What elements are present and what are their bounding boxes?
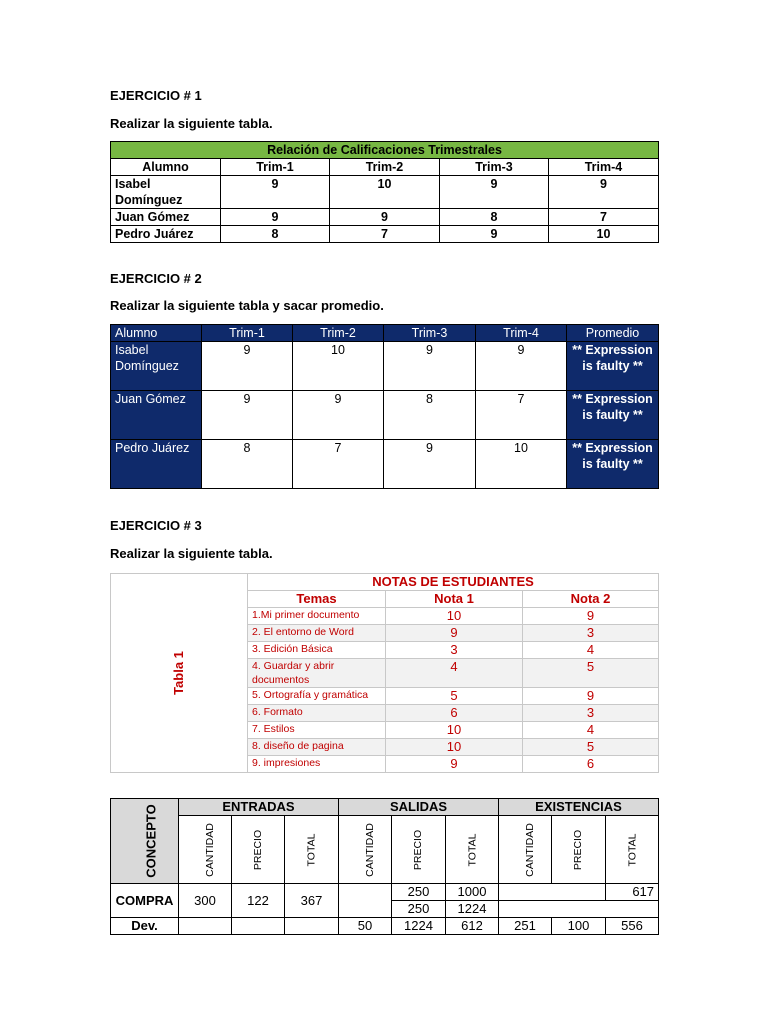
topic-cell: 3. Edición Básica xyxy=(248,642,386,659)
note-cell: 3 xyxy=(523,705,659,722)
table-title: NOTAS DE ESTUDIANTES xyxy=(248,574,659,591)
sub-header-label: TOTAL xyxy=(305,833,318,867)
side-label: Tabla 1 xyxy=(171,651,186,695)
grade-cell: 9 xyxy=(440,226,549,243)
sub-header-label: TOTAL xyxy=(466,833,478,867)
grade-cell: 9 xyxy=(384,440,476,489)
table-row xyxy=(111,226,659,243)
value-cell xyxy=(339,884,392,918)
row-label-compra: COMPRA xyxy=(111,884,179,918)
sub-header xyxy=(285,816,339,884)
value-cell xyxy=(499,901,659,918)
value-cell: 1224 xyxy=(392,918,446,935)
value-cell: 100 xyxy=(552,918,606,935)
concepto-cell xyxy=(111,799,179,884)
topic-cell: 6. Formato xyxy=(248,705,386,722)
note-cell: 5 xyxy=(386,688,523,705)
note-cell: 4 xyxy=(386,659,523,688)
grade-cell: 8 xyxy=(384,391,476,440)
ex3-instruction: Realizar la siguiente tabla. xyxy=(110,546,273,561)
row-label-dev: Dev. xyxy=(111,918,179,935)
value-cell: 556 xyxy=(606,918,659,935)
header-trim-2: Trim-2 xyxy=(330,159,440,176)
value-cell: 1224 xyxy=(446,901,499,918)
note-cell: 3 xyxy=(386,642,523,659)
grade-cell: 7 xyxy=(330,226,440,243)
topic-cell: 8. diseño de pagina xyxy=(248,739,386,756)
sub-header xyxy=(446,816,499,884)
grade-cell: 10 xyxy=(549,226,659,243)
note-cell: 6 xyxy=(386,705,523,722)
note-cell: 3 xyxy=(523,625,659,642)
student-name: Juan Gómez xyxy=(111,209,221,226)
group-entradas: ENTRADAS xyxy=(179,799,339,816)
note-cell: 4 xyxy=(523,722,659,739)
header-nota-1: Nota 1 xyxy=(386,591,523,608)
note-cell: 9 xyxy=(386,625,523,642)
side-label-cell xyxy=(111,574,248,773)
value-cell: 122 xyxy=(232,884,285,918)
grade-cell: 9 xyxy=(221,209,330,226)
group-salidas: SALIDAS xyxy=(339,799,499,816)
value-cell xyxy=(285,918,339,935)
value-cell: 612 xyxy=(446,918,499,935)
sub-header-label: PRECIO xyxy=(572,829,585,871)
topic-cell: 4. Guardar y abrir documentos xyxy=(248,659,386,688)
grade-cell: 7 xyxy=(476,391,567,440)
grade-cell: 8 xyxy=(202,440,293,489)
header-trim-3: Trim-3 xyxy=(384,325,476,342)
value-cell: 617 xyxy=(606,884,659,901)
concepto-label: CONCEPTO xyxy=(143,804,159,878)
grade-cell: 7 xyxy=(549,209,659,226)
grade-cell: 9 xyxy=(476,342,567,391)
sub-header-label: CANTIDAD xyxy=(203,823,216,877)
student-name: Juan Gómez xyxy=(111,391,202,440)
value-cell: 367 xyxy=(285,884,339,918)
header-trim-1: Trim-1 xyxy=(202,325,293,342)
value-cell xyxy=(179,918,232,935)
sub-header-label: PRECIO xyxy=(412,829,425,871)
student-name: Pedro Juárez xyxy=(111,226,221,243)
sub-header xyxy=(232,816,285,884)
value-cell: 250 xyxy=(392,884,446,901)
header-trim-4: Trim-4 xyxy=(476,325,567,342)
topic-cell: 5. Ortografía y gramática xyxy=(248,688,386,705)
table-row xyxy=(111,918,659,935)
inventory-table xyxy=(110,798,659,935)
grade-cell: 7 xyxy=(293,440,384,489)
note-cell: 10 xyxy=(386,608,523,625)
value-cell: 50 xyxy=(339,918,392,935)
sub-header-label: CANTIDAD xyxy=(523,823,536,877)
sub-header xyxy=(339,816,392,884)
average-cell: ** Expression is faulty ** xyxy=(567,391,659,440)
sub-header-label: TOTAL xyxy=(626,833,639,867)
table-title: Relación de Calificaciones Trimestrales xyxy=(111,142,659,159)
note-cell: 5 xyxy=(523,739,659,756)
note-cell: 5 xyxy=(523,659,659,688)
note-cell: 9 xyxy=(523,608,659,625)
student-name: Pedro Juárez xyxy=(111,440,202,489)
note-cell: 9 xyxy=(386,756,523,773)
sub-header xyxy=(552,816,606,884)
note-cell: 10 xyxy=(386,722,523,739)
student-notes-table xyxy=(110,573,659,773)
grade-cell: 10 xyxy=(293,342,384,391)
header-alumno: Alumno xyxy=(111,325,202,342)
grade-cell: 9 xyxy=(293,391,384,440)
grades-table xyxy=(110,141,659,243)
header-alumno: Alumno xyxy=(111,159,221,176)
value-cell: 250 xyxy=(392,901,446,918)
average-table xyxy=(110,324,659,489)
grade-cell: 9 xyxy=(440,176,549,209)
header-promedio: Promedio xyxy=(567,325,659,342)
grade-cell: 9 xyxy=(221,176,330,209)
table-row xyxy=(111,342,659,391)
student-name: Isabel Domínguez xyxy=(111,176,221,209)
table-row xyxy=(111,391,659,440)
table-row xyxy=(111,440,659,489)
note-cell: 9 xyxy=(523,688,659,705)
table-row xyxy=(111,884,659,901)
sub-header-label: PRECIO xyxy=(251,829,264,871)
ex1-heading: EJERCICIO # 1 xyxy=(110,88,202,103)
value-cell xyxy=(499,884,606,901)
table-row xyxy=(111,209,659,226)
grade-cell: 10 xyxy=(330,176,440,209)
grade-cell: 9 xyxy=(202,391,293,440)
sub-header xyxy=(179,816,232,884)
topic-cell: 1.Mi primer documento xyxy=(248,608,386,625)
header-trim-3: Trim-3 xyxy=(440,159,549,176)
header-nota-2: Nota 2 xyxy=(523,591,659,608)
ex2-heading: EJERCICIO # 2 xyxy=(110,271,202,286)
group-existencias: EXISTENCIAS xyxy=(499,799,659,816)
table-row xyxy=(111,176,659,209)
value-cell: 1000 xyxy=(446,884,499,901)
grade-cell: 9 xyxy=(202,342,293,391)
ex3-heading: EJERCICIO # 3 xyxy=(110,518,202,533)
grade-cell: 8 xyxy=(221,226,330,243)
value-cell: 251 xyxy=(499,918,552,935)
ex2-instruction: Realizar la siguiente tabla y sacar promedio. xyxy=(110,298,384,313)
note-cell: 10 xyxy=(386,739,523,756)
header-temas: Temas xyxy=(248,591,386,608)
value-cell xyxy=(232,918,285,935)
topic-cell: 7. Estilos xyxy=(248,722,386,739)
topic-cell: 2. El entorno de Word xyxy=(248,625,386,642)
sub-header xyxy=(392,816,446,884)
note-cell: 6 xyxy=(523,756,659,773)
header-trim-1: Trim-1 xyxy=(221,159,330,176)
ex1-instruction: Realizar la siguiente tabla. xyxy=(110,116,273,131)
student-name: Isabel Domínguez xyxy=(111,342,202,391)
topic-cell: 9. impresiones xyxy=(248,756,386,773)
grade-cell: 9 xyxy=(549,176,659,209)
sub-header-label: CANTIDAD xyxy=(363,823,376,877)
header-trim-2: Trim-2 xyxy=(293,325,384,342)
note-cell: 4 xyxy=(523,642,659,659)
sub-header xyxy=(606,816,659,884)
value-cell: 300 xyxy=(179,884,232,918)
header-trim-4: Trim-4 xyxy=(549,159,659,176)
average-cell: ** Expression is faulty ** xyxy=(567,342,659,391)
sub-header xyxy=(499,816,552,884)
average-cell: ** Expression is faulty ** xyxy=(567,440,659,489)
grade-cell: 9 xyxy=(330,209,440,226)
grade-cell: 9 xyxy=(384,342,476,391)
grade-cell: 10 xyxy=(476,440,567,489)
grade-cell: 8 xyxy=(440,209,549,226)
